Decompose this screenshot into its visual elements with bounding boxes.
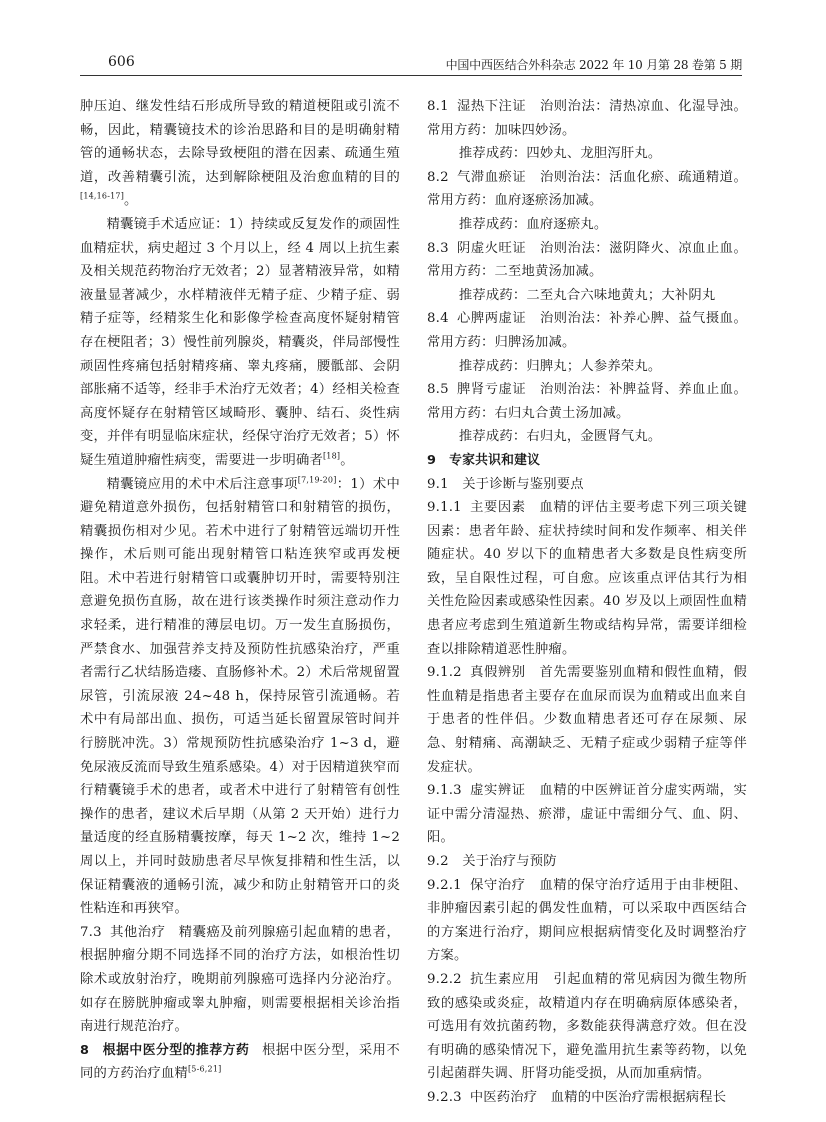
section-8-4: 8.4 心脾两虚证 治则治法：补养心脾、益气摄血。常用方药：归脾汤加减。: [427, 311, 747, 350]
section-9-2-heading: 9.2 关于治疗与预防: [427, 854, 557, 869]
recommended-drugs: 推荐成药：右归丸，金匮肾气丸。: [458, 429, 662, 445]
citation: [14,16-17]: [80, 191, 125, 201]
section-9-2-1: 9.2.1 保守治疗 血精的保守治疗适用于由非梗阻、非肿瘤因素引起的偶发性血精，可以采取中西医结合的方案进行治疗，期间应根据病情变化及时调整治疗方案。: [427, 877, 747, 964]
page-number: 606: [108, 54, 135, 70]
citation: [18]: [322, 451, 341, 461]
section-title: 其他治疗: [109, 924, 166, 940]
section-9-1-3: 9.1.3 虚实辨证 血精的中医辨证首分虚实两端，实证中需分清湿热、瘀滞，虚证中需细分气、血、阴、阳。: [427, 783, 747, 846]
section-9-2-3: 9.2.3 中医药治疗 血精的中医治疗需根据病程长: [427, 1089, 727, 1105]
section-7-3: 7.3 其他治疗 精囊癌及前列腺癌引起血精的患者，根据肿瘤分期不同选择不同的治疗方法，如根治性切除术或放射治疗，晚期前列腺癌可选择内分泌治疗。如存在膀胱肿瘤或睾丸肿瘤，则需要根据相关诊治指南进行规范治疗。: [80, 924, 400, 1035]
recommended-drugs: 推荐成药：二至丸合六味地黄丸；大补阴丸: [458, 287, 716, 303]
journal-info: 中国中西医结合外科杂志 2022 年 10 月第 28 卷第 5 期: [445, 58, 742, 72]
section-9-heading: 9 专家共识和建议: [427, 452, 541, 468]
running-header: [80, 52, 742, 74]
recommended-drugs: 推荐成药：血府逐瘀丸。: [458, 216, 608, 232]
citation: [7,19-20]: [297, 475, 337, 485]
left-column: [80, 95, 400, 1086]
paragraph-endoscopy-purpose: 肿压迫、继发性结石形成所导致的精道梗阻或引流不畅，因此，精囊镜技术的诊治思路和目的是明确射精管的通畅状态，去除导致梗阻的潜在因素、疏通生殖道，改善精囊引流，达到解除梗阻及治愈血精的目的[14,16-17]。: [80, 99, 400, 209]
section-8-1: 8.1 湿热下注证 治则治法：清热凉血、化湿导浊。常用方药：加味四妙汤。: [427, 99, 747, 138]
section-9-1-heading: 9.1 关于诊断与鉴别要点: [427, 476, 584, 492]
recommended-drugs: 推荐成药：四妙丸、龙胆泻肝丸。: [458, 146, 662, 162]
section-9-1-1: 9.1.1 主要因素 血精的评估主要考虑下列三项关键因素：患者年龄、症状持续时间和发作频率、相关伴随症状。40 岁以下的血精患者大多数是良性病变所致，呈自限性过程，可自愈。应该重点评估其行为相关性危险因素或感染性因素。40 岁及以上顽固性血精患者应考虑到生殖道新生物或结构异常，需要详细检查以排除精道恶性肿瘤。: [427, 500, 747, 657]
section-8: 8 根据中医分型的推荐方药 根据中医分型，采用不同的方药治疗血精[5-6,21]: [80, 1042, 400, 1082]
section-8-3: 8.3 阴虚火旺证 治则治法：滋阴降火、凉血止血。常用方药：二至地黄汤加减。: [427, 240, 747, 280]
section-8-5: 8.5 脾肾亏虚证 治则治法：补脾益肾、养血止血。常用方药：右归丸合黄土汤加减。: [427, 382, 747, 421]
recommended-drugs: 推荐成药：归脾丸；人参养荣丸。: [458, 358, 662, 374]
section-8-2: 8.2 气滞血瘀证 治则治法：活血化瘀、疏通精道。常用方药：血府逐瘀汤加减。: [427, 169, 747, 209]
citation: [5-6,21]: [187, 1064, 222, 1074]
right-column: [427, 95, 747, 1110]
paragraph-precautions: 精囊镜应用的术中术后注意事项[7,19-20]：1）术中避免精道意外损伤，包括射精管口和射精管的损伤，精囊损伤相对少见。若术中进行了射精管远端切开性操作，术后则可能出现射精管口粘连狭窄或再发梗阻。术中若进行射精管口或囊肿切开时，需要特别注意避免损伤直肠，故在进行该类操作时须注意动作力求轻柔，进行精准的薄层电切。万一发生直肠损伤，严禁食水、加强营养支持及预防性抗感染治疗，严重者需行乙状结肠造瘘、直肠修补术。2）术后常规留置尿管，引流尿液 24~48 h，保持尿管引流通畅。若术中有局部出血、损伤，可适当延长留置尿管时间并行膀胱冲洗。3）常规预防性抗感染治疗 1~3 d，避免尿液反流而导致生殖系感染。4）对于因精道狭窄而行精囊镜手术的患者，或者术中进行了射精管有创性操作的患者，建议术后早期（从第 2 天开始）进行力量适度的经直肠精囊按摩，每天 1~2 次，维持 1~2 周以上，并同时鼓励患者尽早恢复排精和性生活，以保证精囊液的通畅引流，减少和防止射精管开口的炎性粘连和再狭窄。: [80, 475, 400, 917]
section-9-2-2: 9.2.2 抗生素应用 引起血精的常见病因为微生物所致的感染或炎症，故精道内存在明确病原体感染者，可选用有效抗菌药物，多数能获得满意疗效。但在没有明确的感染情况下，避免滥用抗生素等药物，以免引起菌群失调、肝肾功能受损，从而加重病情。: [427, 971, 747, 1082]
header-rule: [80, 75, 742, 76]
section-9-1-2: 9.1.2 真假辨别 首先需要鉴别血精和假性血精，假性血精是指患者主要存在血尿而误为血精或出血来自于患者的性伴侣。少数血精患者还可存在尿频、尿急、射精痛、高潮缺乏、无精子症或少弱精子症等伴发症状。: [427, 665, 747, 775]
paragraph-indications: 精囊镜手术适应证：1）持续或反复发作的顽固性血精症状，病史超过 3 个月以上，经 4 周以上抗生素及相关规范药物治疗无效者；2）显著精液异常，如精液量显著减少，水样精液伴无精子症、少精子症、弱精子症等，经精浆生化和影像学检查高度怀疑射精管存在梗阻者；3）慢性前列腺炎，精囊炎，伴局部慢性顽固性疼痛包括射精疼痛、睾丸疼痛，腰骶部、会阴部胀痛不适等，经非手术治疗无效者；4）经相关检查高度怀疑存在射精管区域畸形、囊肿、结石、炎性病变，并伴有明显临床症状，经保守治疗无效者；5）怀疑生殖道肿瘤性病变，需要进一步明确者[18]。: [80, 216, 400, 468]
section-heading: 8 根据中医分型的推荐方药: [80, 1042, 250, 1058]
section-number: 7.3: [80, 924, 102, 940]
